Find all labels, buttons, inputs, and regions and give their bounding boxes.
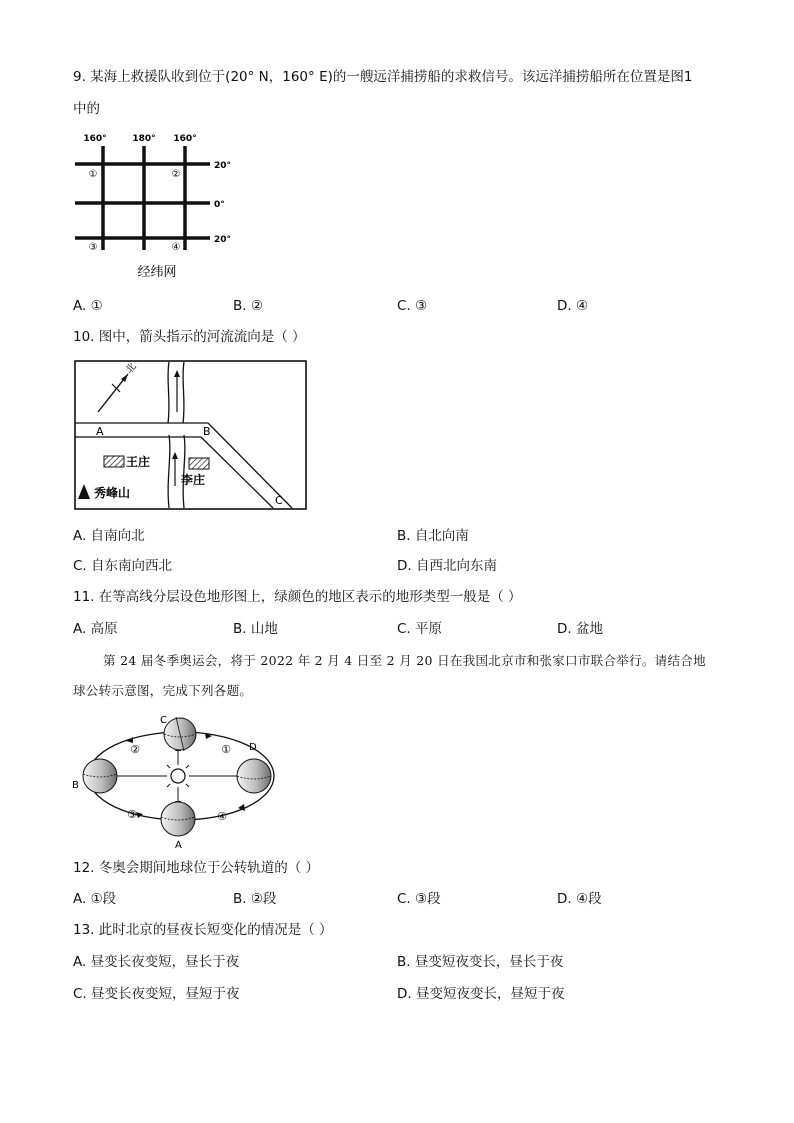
position-a-label: A	[175, 840, 182, 848]
q13-option-c[interactable]: C. 昼变长夜变短，昼短于夜	[73, 986, 240, 1002]
q11-option-b[interactable]: B. 山地	[233, 621, 278, 637]
q11-option-a[interactable]: A. 高原	[73, 621, 118, 637]
lon-label-left: 160°	[83, 134, 107, 144]
earth-b-icon	[83, 759, 117, 793]
mountain-icon	[78, 484, 90, 499]
q9-option-c[interactable]: C. ③	[397, 298, 428, 314]
road-label-b: B	[203, 425, 211, 438]
point-2-label: ②	[171, 169, 181, 180]
q10-stem: 10. 图中，箭头指示的河流流向是（ ）	[73, 329, 306, 345]
passage-line2: 球公转示意图，完成下列各题。	[73, 683, 253, 698]
q12-stem: 12. 冬奥会期间地球位于公转轨道的（ ）	[73, 860, 320, 876]
q10-map-figure	[74, 360, 308, 512]
segment-4-label: ④	[217, 810, 227, 823]
lon-label-middle: 180°	[132, 134, 156, 144]
q9-stem-line1: 9. 某海上救援队收到位于(20° N，160° E)的一艘远洋捕捞船的求救信号。该远洋捕捞船所在位置是图1	[73, 69, 693, 85]
q11-stem: 11. 在等高线分层设色地形图上，绿颜色的地区表示的地形类型一般是（ ）	[73, 589, 522, 605]
north-arrow-icon	[98, 374, 128, 412]
q13-option-b[interactable]: B. 昼变短夜变长，昼长于夜	[397, 954, 564, 970]
point-3-label: ③	[88, 242, 98, 253]
wangzhuang-label: 王庄	[126, 455, 151, 469]
sun-icon	[163, 761, 193, 791]
wangzhuang-symbol	[104, 456, 124, 467]
earth-c-icon	[164, 717, 196, 751]
point-4-label: ④	[171, 242, 181, 253]
earth-a-icon	[161, 802, 195, 836]
mountain-label: 秀峰山	[94, 486, 131, 500]
position-c-label: C	[160, 715, 167, 726]
earth-d-icon	[237, 759, 271, 793]
position-d-label: D	[249, 742, 257, 753]
lat-label-top: 20°	[214, 161, 232, 171]
q13-stem: 13. 此时北京的昼夜长短变化的情况是（ ）	[73, 922, 333, 938]
q9-option-b[interactable]: B. ②	[233, 298, 263, 314]
q12-option-c[interactable]: C. ③段	[397, 891, 441, 907]
lon-label-right: 160°	[173, 134, 197, 144]
road-label-c: C	[275, 494, 283, 507]
north-label: 北	[123, 361, 139, 376]
segment-1-label: ①	[221, 743, 231, 756]
q11-option-d[interactable]: D. 盆地	[557, 621, 603, 637]
river-flow-arrows	[172, 370, 180, 486]
q10-option-a[interactable]: A. 自南向北	[73, 528, 145, 544]
q11-option-c[interactable]: C. 平原	[397, 621, 443, 637]
q9-stem-line2: 中的	[73, 101, 100, 117]
q9-option-a[interactable]: A. ①	[73, 298, 103, 314]
graticule-lines	[75, 146, 210, 250]
road-label-a: A	[96, 425, 104, 438]
segment-3-label: ③	[127, 808, 137, 821]
passage-line1: 第 24 届冬季奥运会，将于 2022 年 2 月 4 日至 2 月 20 日在我国北京市和张家口市联合举行。请结合地	[103, 653, 706, 668]
q10-option-b[interactable]: B. 自北向南	[397, 528, 469, 544]
q10-option-d[interactable]: D. 自西北向东南	[397, 558, 497, 574]
lizhuang-label: 李庄	[181, 473, 206, 487]
orbit-figure	[66, 708, 286, 848]
segment-2-label: ②	[130, 743, 140, 756]
q13-option-d[interactable]: D. 昼变短夜变长，昼短于夜	[397, 986, 565, 1002]
point-1-label: ①	[88, 169, 98, 180]
q12-option-a[interactable]: A. ①段	[73, 891, 117, 907]
q12-option-b[interactable]: B. ②段	[233, 891, 277, 907]
lat-label-middle: 0°	[214, 200, 225, 210]
q9-option-d[interactable]: D. ④	[557, 298, 589, 314]
lat-label-bottom: 20°	[214, 235, 232, 245]
graticule-caption: 经纬网	[137, 265, 177, 280]
position-b-label: B	[72, 780, 79, 791]
q10-option-c[interactable]: C. 自东南向西北	[73, 558, 173, 574]
q9-graticule-figure	[70, 128, 240, 284]
lizhuang-symbol	[189, 458, 209, 469]
q12-option-d[interactable]: D. ④段	[557, 891, 602, 907]
q13-option-a[interactable]: A. 昼变长夜变短，昼长于夜	[73, 954, 240, 970]
